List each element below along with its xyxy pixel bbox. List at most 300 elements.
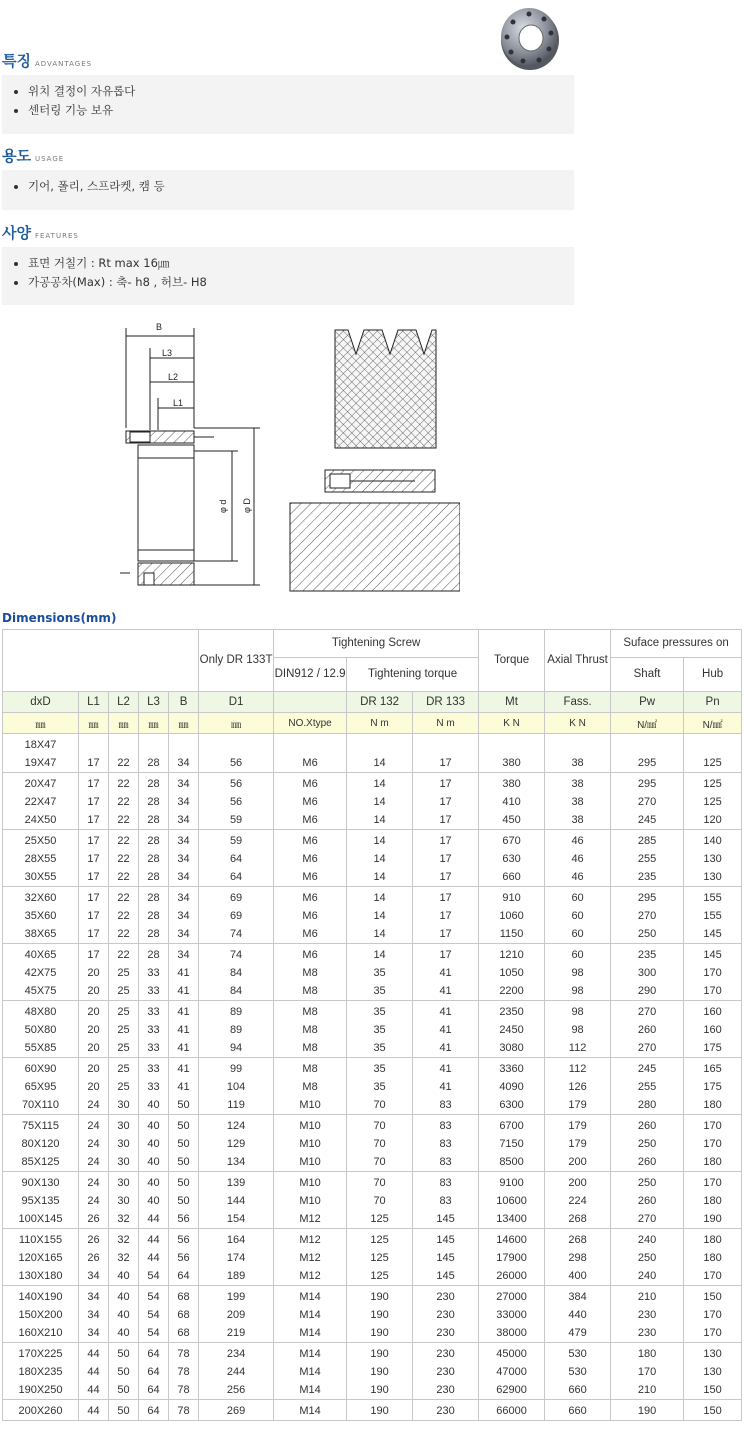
table-row [3,887,742,908]
table-cell: 27000 [479,1286,545,1307]
table-cell: 41 [169,1021,199,1039]
table-cell: 25 [109,1078,139,1096]
list-item: 센터링 기능 보유 [12,101,564,120]
table-cell: 40 [139,1096,169,1115]
dimensions-title: Dimensions(mm) [2,611,117,625]
table-cell: 19X47 [3,754,79,773]
table-cell: 4090 [479,1078,545,1096]
table-cell: 2350 [479,1001,545,1022]
table-cell: 22 [109,773,139,794]
column-code: D1 [199,692,274,713]
table-cell: 2200 [479,982,545,1001]
table-cell: M6 [274,754,347,773]
table-cell: 41 [413,964,479,982]
features-title: 사양 [2,224,31,242]
table-cell: 41 [169,1039,199,1058]
table-cell: M14 [274,1363,347,1381]
table-cell: 270 [611,907,684,925]
table-cell: 200 [545,1172,611,1193]
table-cell: M10 [274,1153,347,1172]
usage-title: 용도 [2,147,31,165]
table-cell: 268 [545,1210,611,1229]
table-cell: 8500 [479,1153,545,1172]
table-cell: 78 [169,1381,199,1400]
table-cell: 41 [413,1039,479,1058]
table-cell: 64 [139,1363,169,1381]
table-cell: 24 [79,1115,109,1136]
table-cell: M6 [274,773,347,794]
table-row [3,1039,742,1058]
table-row [3,1286,742,1307]
table-cell: 20X47 [3,773,79,794]
table-cell: 255 [611,1078,684,1096]
table-cell: 35 [347,1001,413,1022]
table-cell: 14 [347,754,413,773]
table-cell: 250 [611,1249,684,1267]
table-cell: 17 [79,925,109,944]
table-cell [79,734,109,755]
table-cell: 48X80 [3,1001,79,1022]
table-cell: 28X55 [3,850,79,868]
row-group [3,1343,742,1400]
table-cell: 35 [347,982,413,1001]
table-cell: 129 [199,1135,274,1153]
table-cell: 22 [109,925,139,944]
table-cell: 125 [347,1267,413,1286]
table-cell: 210 [611,1286,684,1307]
table-cell: 25 [109,1039,139,1058]
table-cell: 230 [413,1400,479,1421]
table-cell: 56 [169,1210,199,1229]
table-cell: 70 [347,1115,413,1136]
table-cell: 17 [413,887,479,908]
table-cell: 144 [199,1192,274,1210]
table-cell: 22X47 [3,793,79,811]
table-cell: 32 [109,1249,139,1267]
table-cell: 170 [684,1267,742,1286]
table-row [3,1153,742,1172]
table-cell: M6 [274,887,347,908]
table-cell: 22 [109,811,139,830]
table-row [3,964,742,982]
table-cell: 55X85 [3,1039,79,1058]
table-cell [109,734,139,755]
table-cell: 47000 [479,1363,545,1381]
table-cell: 20 [79,1039,109,1058]
table-cell: 270 [611,1001,684,1022]
table-cell: 94 [199,1039,274,1058]
table-cell: 83 [413,1135,479,1153]
table-cell: 75X115 [3,1115,79,1136]
table-cell: 41 [413,1021,479,1039]
table-cell: 9100 [479,1172,545,1193]
table-cell: 54 [139,1324,169,1343]
table-cell: M14 [274,1306,347,1324]
table-cell: 84 [199,982,274,1001]
table-cell: 120 [684,811,742,830]
table-cell: 14 [347,793,413,811]
table-cell: 250 [611,925,684,944]
header-tightening-torque: Tightening torque [347,658,479,692]
table-cell: 384 [545,1286,611,1307]
table-cell: 170 [684,1115,742,1136]
table-cell: 28 [139,793,169,811]
list-item: 표면 거칠기 : Rt max 16㎛ [12,254,564,273]
table-cell: 70X110 [3,1096,79,1115]
usage-box [2,170,574,210]
table-cell: M6 [274,907,347,925]
table-cell: 20 [79,1001,109,1022]
table-cell: 35 [347,964,413,982]
row-group [3,773,742,830]
table-cell: 46 [545,830,611,851]
table-cell [139,734,169,755]
table-cell: 41 [169,964,199,982]
table-cell: 98 [545,1001,611,1022]
advantages-title: 특징 [2,52,31,70]
table-cell: 42X75 [3,964,79,982]
table-cell: 84 [199,964,274,982]
table-cell: 44 [79,1381,109,1400]
table-cell: 14 [347,773,413,794]
table-cell: 60 [545,887,611,908]
column-unit: ㎜ [3,713,79,734]
table-cell: M14 [274,1324,347,1343]
table-cell [347,734,413,755]
table-cell: 180 [684,1249,742,1267]
table-cell: 145 [413,1229,479,1250]
table-cell: 83 [413,1153,479,1172]
table-cell: 25 [109,1001,139,1022]
table-row [3,1381,742,1400]
table-cell: 83 [413,1192,479,1210]
header-hub: Hub [684,658,742,692]
table-row [3,734,742,755]
table-cell: 26 [79,1249,109,1267]
table-cell: 59 [199,811,274,830]
table-cell: 64 [199,850,274,868]
table-cell: 190 [347,1400,413,1421]
table-cell: 20 [79,1021,109,1039]
table-row [3,1135,742,1153]
table-cell: M8 [274,1058,347,1079]
header-shaft: Shaft [611,658,684,692]
table-cell: 30 [109,1192,139,1210]
table-cell: 170 [611,1363,684,1381]
table-cell: 219 [199,1324,274,1343]
table-cell: 17 [79,907,109,925]
table-cell: 190X250 [3,1381,79,1400]
table-cell: 20 [79,1058,109,1079]
table-cell: 40 [139,1172,169,1193]
table-cell: 25 [109,1021,139,1039]
table-cell: 180 [611,1343,684,1364]
table-cell: 3080 [479,1039,545,1058]
table-cell: 160 [684,1021,742,1039]
table-cell: 630 [479,850,545,868]
table-cell: 14 [347,830,413,851]
table-cell: 179 [545,1115,611,1136]
table-cell: 35 [347,1039,413,1058]
table-cell: 34 [169,811,199,830]
column-unit: ㎜ [139,713,169,734]
column-code: DR 132 [347,692,413,713]
table-cell: 17 [413,830,479,851]
table-cell: 44 [79,1343,109,1364]
table-cell: 400 [545,1267,611,1286]
table-cell: 190 [347,1324,413,1343]
table-cell: 20 [79,982,109,1001]
table-row [3,925,742,944]
table-cell: 54 [139,1286,169,1307]
table-cell: 17 [79,773,109,794]
table-cell: 70 [347,1153,413,1172]
table-cell: 22 [109,830,139,851]
table-row [3,793,742,811]
table-cell: 17 [413,773,479,794]
table-row [3,1249,742,1267]
table-cell: 54 [139,1306,169,1324]
table-cell: 130 [684,1343,742,1364]
table-cell: 44 [79,1400,109,1421]
table-cell: 150X200 [3,1306,79,1324]
header-empty [3,630,199,692]
table-cell: 35 [347,1021,413,1039]
table-cell: 269 [199,1400,274,1421]
table-cell: 170 [684,1306,742,1324]
column-code [274,692,347,713]
table-cell: M8 [274,1039,347,1058]
table-cell: 17 [79,811,109,830]
table-cell: M6 [274,850,347,868]
table-cell: 40 [109,1286,139,1307]
table-cell: 270 [611,1210,684,1229]
table-cell: 98 [545,964,611,982]
table-cell: 165 [684,1058,742,1079]
table-cell: 120X165 [3,1249,79,1267]
table-cell: 190 [684,1210,742,1229]
table-cell [684,734,742,755]
table-cell: 125 [347,1249,413,1267]
table-cell: 34 [169,907,199,925]
table-cell: M8 [274,1078,347,1096]
table-cell: 1050 [479,964,545,982]
table-cell: 70 [347,1135,413,1153]
column-code: L3 [139,692,169,713]
table-cell: 235 [611,868,684,887]
table-cell [199,734,274,755]
table-cell: 255 [611,850,684,868]
table-cell: 24 [79,1192,109,1210]
table-cell: 230 [413,1286,479,1307]
table-cell: 530 [545,1363,611,1381]
table-cell: 32 [109,1229,139,1250]
table-cell: 33 [139,982,169,1001]
header-only-dr: Only DR 133T [199,630,274,692]
row-group [3,1115,742,1172]
list-item: 위치 결정이 자유롭다 [12,82,564,101]
table-row [3,1210,742,1229]
table-cell: 479 [545,1324,611,1343]
table-cell: 179 [545,1135,611,1153]
table-cell: 530 [545,1343,611,1364]
table-cell: 98 [545,1021,611,1039]
table-cell: 26 [79,1229,109,1250]
table-cell: 60 [545,907,611,925]
table-cell: 28 [139,907,169,925]
table-cell: 17 [413,868,479,887]
table-cell: 62900 [479,1381,545,1400]
header-axial-thrust: Axial Thrust [545,630,611,692]
column-unit: ㎜ [79,713,109,734]
table-cell: 150 [684,1400,742,1421]
table-row [3,1021,742,1039]
table-cell: 44 [79,1363,109,1381]
table-row [3,1058,742,1079]
table-cell: M6 [274,793,347,811]
table-cell [479,734,545,755]
table-cell: 50 [169,1153,199,1172]
table-cell: 260 [611,1153,684,1172]
table-cell: 139 [199,1172,274,1193]
table-cell: 180 [684,1096,742,1115]
table-cell: 175 [684,1078,742,1096]
table-cell: 78 [169,1400,199,1421]
column-code: L1 [79,692,109,713]
table-cell: 175 [684,1039,742,1058]
table-cell: 34 [169,850,199,868]
table-cell: 50 [109,1381,139,1400]
table-cell: 660 [479,868,545,887]
table-cell: 180 [684,1153,742,1172]
table-row [3,811,742,830]
table-cell: M12 [274,1267,347,1286]
table-cell: 10600 [479,1192,545,1210]
table-cell: M10 [274,1172,347,1193]
table-cell: 54 [139,1267,169,1286]
table-cell: 145 [413,1267,479,1286]
label-b: B [156,322,163,332]
table-cell: 245 [611,811,684,830]
table-cell: 64 [139,1343,169,1364]
table-cell: 125 [684,793,742,811]
table-cell: 34 [169,925,199,944]
table-cell: 64 [139,1400,169,1421]
table-cell: 660 [545,1400,611,1421]
table-cell: M14 [274,1400,347,1421]
table-cell: 28 [139,754,169,773]
table-cell: 17 [413,850,479,868]
table-cell: 25X50 [3,830,79,851]
table-row [3,1078,742,1096]
table-cell: 34 [169,754,199,773]
column-code: Pn [684,692,742,713]
row-group [3,1172,742,1229]
table-cell: 145 [413,1210,479,1229]
table-cell: 260 [611,1115,684,1136]
table-cell: 110X155 [3,1229,79,1250]
table-cell: 33 [139,1058,169,1079]
table-cell: 24 [79,1135,109,1153]
advantages-box [2,75,574,134]
table-cell: 3360 [479,1058,545,1079]
table-cell: 13400 [479,1210,545,1229]
table-cell: 28 [139,887,169,908]
table-cell: 25 [109,964,139,982]
column-unit: ㎜ [199,713,274,734]
list-item: 기어, 폴리, 스프라켓, 캠 등 [12,177,564,196]
table-cell: 50 [169,1135,199,1153]
column-unit: N m [413,713,479,734]
table-cell: 30 [109,1115,139,1136]
table-cell: 270 [611,1039,684,1058]
table-cell: M10 [274,1096,347,1115]
table-cell: 260 [611,1192,684,1210]
table-cell: 6700 [479,1115,545,1136]
column-code: dxD [3,692,79,713]
table-cell: 14 [347,925,413,944]
table-cell: 14600 [479,1229,545,1250]
table-cell: M12 [274,1229,347,1250]
table-cell: 83 [413,1096,479,1115]
table-cell: 26000 [479,1267,545,1286]
table-cell: 295 [611,887,684,908]
header-torque: Torque [479,630,545,692]
row-group [3,944,742,1001]
table-row [3,773,742,794]
table-row [3,1115,742,1136]
table-cell: M6 [274,811,347,830]
table-cell: 34 [79,1286,109,1307]
table-cell: 50 [169,1115,199,1136]
table-cell: 34 [169,773,199,794]
table-cell: 34 [169,868,199,887]
table-cell: 41 [413,1058,479,1079]
table-cell: 50X80 [3,1021,79,1039]
table-cell: 14 [347,850,413,868]
table-cell: 60X90 [3,1058,79,1079]
label-diameter-D: φ D [242,498,252,513]
table-cell: 17 [79,850,109,868]
table-row [3,1229,742,1250]
table-cell: 35 [347,1058,413,1079]
table-cell: 34 [169,830,199,851]
table-cell: 145 [684,925,742,944]
table-cell: M6 [274,868,347,887]
table-cell: 250 [611,1172,684,1193]
column-unit: ㎜ [109,713,139,734]
table-row [3,1001,742,1022]
table-cell: 230 [413,1306,479,1324]
table-cell: 83 [413,1172,479,1193]
table-row [3,1267,742,1286]
table-cell: 130X180 [3,1267,79,1286]
table-cell: 280 [611,1096,684,1115]
table-cell: 256 [199,1381,274,1400]
table-cell: 50 [109,1400,139,1421]
table-row [3,850,742,868]
column-unit: ㎜ [169,713,199,734]
table-cell: 98 [545,982,611,1001]
table-row [3,1324,742,1343]
table-cell: 28 [139,944,169,965]
table-cell: M14 [274,1343,347,1364]
table-cell: 70 [347,1172,413,1193]
table-cell: 7150 [479,1135,545,1153]
table-row [3,1400,742,1421]
table-cell: 40 [139,1192,169,1210]
table-cell: 190 [347,1286,413,1307]
